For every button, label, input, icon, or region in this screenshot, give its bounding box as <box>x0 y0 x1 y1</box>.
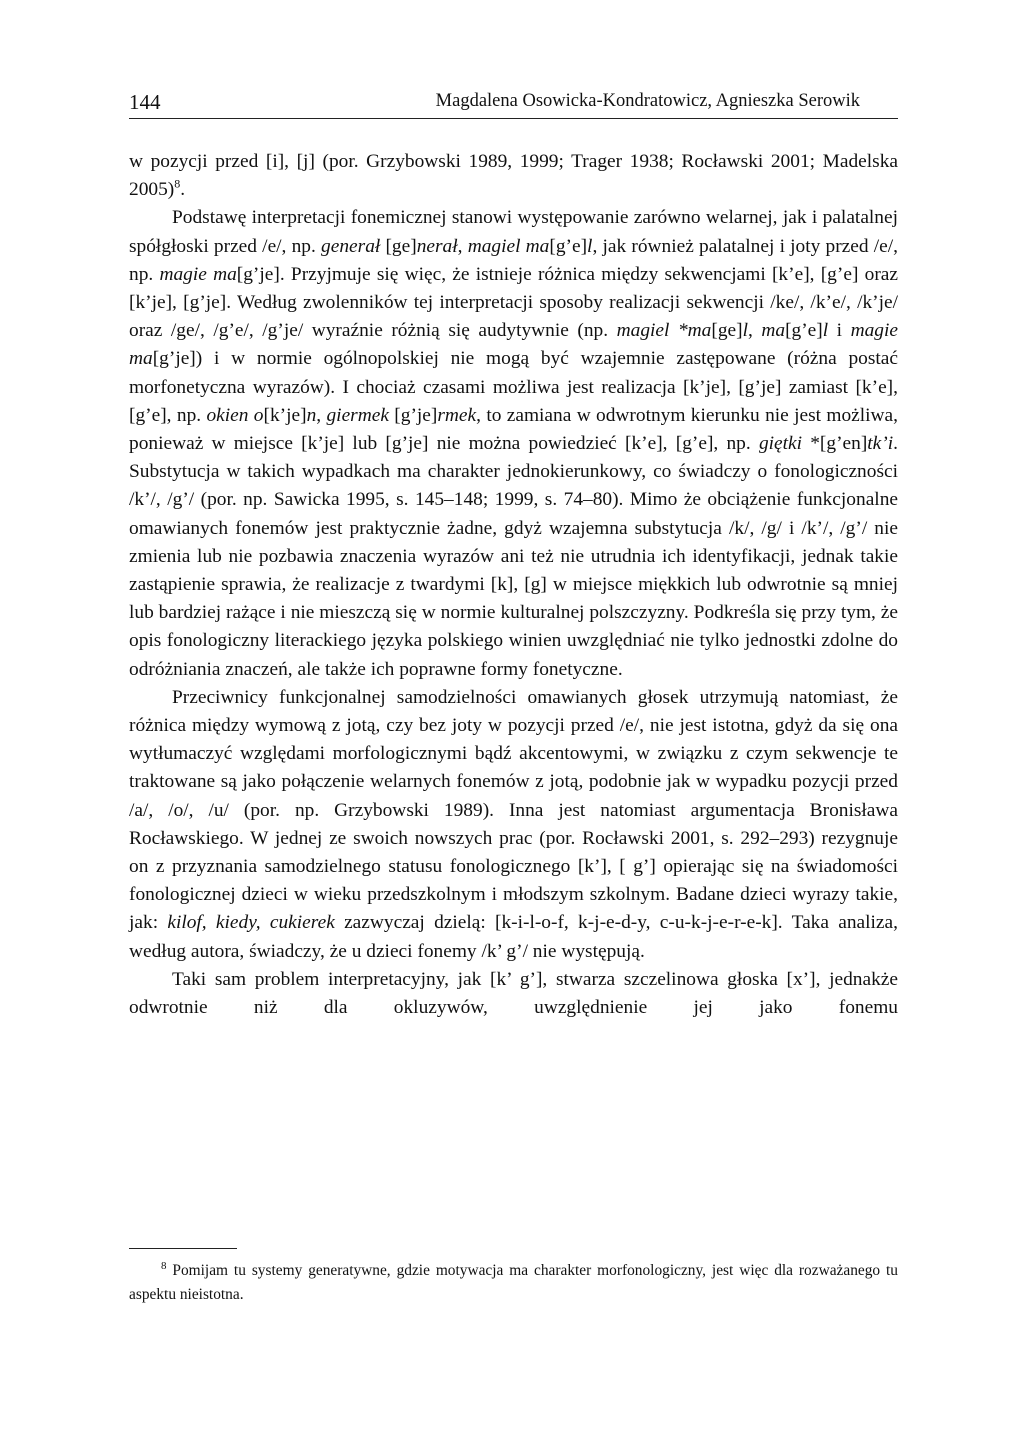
italic-text: okien o <box>206 404 264 426</box>
text-run: [g’je]) i w normie ogólnopolskiej nie mogą być wzajemnie zastępowane (różna postać morfonetyczna wyrazów). I chociaż czasami możliwa jest realizacja [k’je], [g’je] zamiast [k’e], [g’e], np. <box>129 348 898 426</box>
text-run: . Substytucja w takich wypadkach ma charakter jednokierunkowy, co świadczy o fonologiczności /k’/, /g’/ (por. np. Sawicka 1995, s. 145–148; 1999, s. 74–80). Mimo że obciążenie funkcjonalne omawianych fonemów jest praktycznie żadne, gdyż wzajemna substytucja /k/, /g/ i /k’/, /g’/ nie zmienia lub nie pozbawia znaczenia wyrazów ani też nie utrudnia ich identyfikacji, jednak takie zastąpienie sprawia, że realizacje z twardymi [k], [g] w miejsce miękkich lub odwrotnie są mniej lub bardziej rażące i nie mieszczą się w normie kulturalnej polszczyzny. Podkreśla się przy tym, że opis fonologiczny literackiego języka polskiego winien uwzględniać nie tylko jednostki zdolne do odróżniania znaczeń, ale także ich poprawne formy fonetyczne. <box>129 433 898 680</box>
italic-text: l <box>587 235 593 257</box>
text-run: zazwyczaj dzielą: [k-i-l-o-f, k-j-e-d-y, c-u-k-j-e-r-e-k]. Taka analiza, według autora, świadczy, że u dzieci fonemy /k’ g’/ nie występują. <box>129 912 898 962</box>
footnote-rule <box>129 1248 237 1249</box>
text-run: i <box>828 320 851 342</box>
text-run: , <box>747 320 762 342</box>
italic-text: l <box>742 320 748 342</box>
footnote-marker: 8 <box>161 1259 167 1272</box>
running-head <box>129 88 898 119</box>
text-run: [g’je]. Przyjmuje się więc, że istnieje różnica między sekwencjami [k’e], [g’e] oraz [k’je], [g’je]. Według zwolenników tej interpretacji sposoby realizacji sekwencji /ke/, /k’e/, /k’je/ oraz /ge/, /g’e/, /g’je/ wyraźnie różnią się audytywnie (np. <box>129 263 898 342</box>
text-run: Pomijam tu systemy generatywne, gdzie motywacja ma charakter morfonologiczny, jest więc dla rozważanego tu aspektu nieistotna. <box>129 1262 898 1303</box>
italic-text: magie ma <box>159 263 237 285</box>
text-run: , <box>316 404 327 426</box>
text-run: Podstawę interpretacji fonemicznej stanowi występowanie zarówno welarnej, jak i palatalnej spółgłoski przed /e/, np. <box>129 207 898 257</box>
paragraph <box>129 148 898 204</box>
text-run: [g’e] <box>549 235 588 257</box>
text-run: Przeciwnicy funkcjonalnej samodzielności omawianych głosek utrzymują natomiast, że różnica między wymową z jotą, czy bez joty w pozycji przed /e/, nie jest istotna, gdyż da się ona wytłumaczyć względami morfologicznymi bądź akcentowymi, w związku z czym sekwencje te traktowane są jako połączenie welarnych fonemów z jotą, podobnie jak w wypadku pozycji przed /a/, /o/, /u/ (por. np. Grzybowski 1989). Inna jest natomiast argumentacja Bronisława Rocławskiego. W jednej ze swoich nowszych prac (por. Rocławski 2001, s. 292–293) rezygnuje on z przyznania samodzielnego statusu fonologicznego [k’], [ g’] opierając się na świadomości fonologicznej dzieci w wieku przedszkolnym i młodszym szkolnym. Badane dzieci wyrazy takie, jak: <box>129 686 898 934</box>
text-run: . <box>180 179 186 201</box>
text-run: Taki sam problem interpretacyjny, jak [k’ g’], stwarza szczelinowa głoska [x’], jednakże odwrotnie niż dla okluzywów, uwzględnienie jej jako fonemu <box>129 968 898 1019</box>
text-run: *[g’en] <box>802 433 868 455</box>
italic-text: ma <box>761 320 786 342</box>
italic-text: kilof, kiedy, cukierek <box>167 912 335 934</box>
paragraph <box>129 684 898 966</box>
italic-text: magiel *ma <box>616 320 712 342</box>
text-run: w pozycji przed [i], [j] (por. Grzybowski 1989, 1999; Trager 1938; Rocławski 2001; Madelska 2005) <box>129 151 898 201</box>
paragraph <box>129 966 898 1022</box>
text-run: , jak również palatalnej i joty przed /e/, np. <box>129 235 898 285</box>
footnote-marker: 8 <box>174 176 181 191</box>
italic-text: magiel ma <box>467 235 550 257</box>
italic-text: rmek <box>437 404 477 426</box>
italic-text: n <box>306 404 317 426</box>
footnote <box>129 1259 898 1307</box>
page-number: 144 <box>129 90 161 114</box>
text-run: [g’je] <box>388 404 438 426</box>
paragraph <box>129 204 898 683</box>
text-run: , <box>457 235 468 257</box>
running-title: Magdalena Osowicka-Kondratowicz, Agnieszka Serowik <box>435 91 860 111</box>
italic-text: l <box>822 320 829 342</box>
footnote-text <box>129 1259 898 1307</box>
italic-text: giermek <box>326 404 389 426</box>
italic-text: magie ma <box>129 320 898 370</box>
italic-text: tk’i <box>867 433 894 455</box>
body-text <box>129 148 898 1022</box>
text-run: [ge] <box>711 320 743 342</box>
text-run: , to zamiana w odwrotnym kierunku nie jest możliwa, ponieważ w miejsce [k’je] lub [g’je] nie można powiedzieć [k’e], [g’e], np. <box>129 404 898 455</box>
text-run: [g’e] <box>785 320 823 342</box>
italic-text: generał <box>321 235 381 257</box>
text-run: [ge] <box>380 235 417 257</box>
italic-text: nerał <box>416 235 458 257</box>
italic-text: giętki <box>758 433 803 455</box>
text-run: [k’je] <box>263 404 307 426</box>
